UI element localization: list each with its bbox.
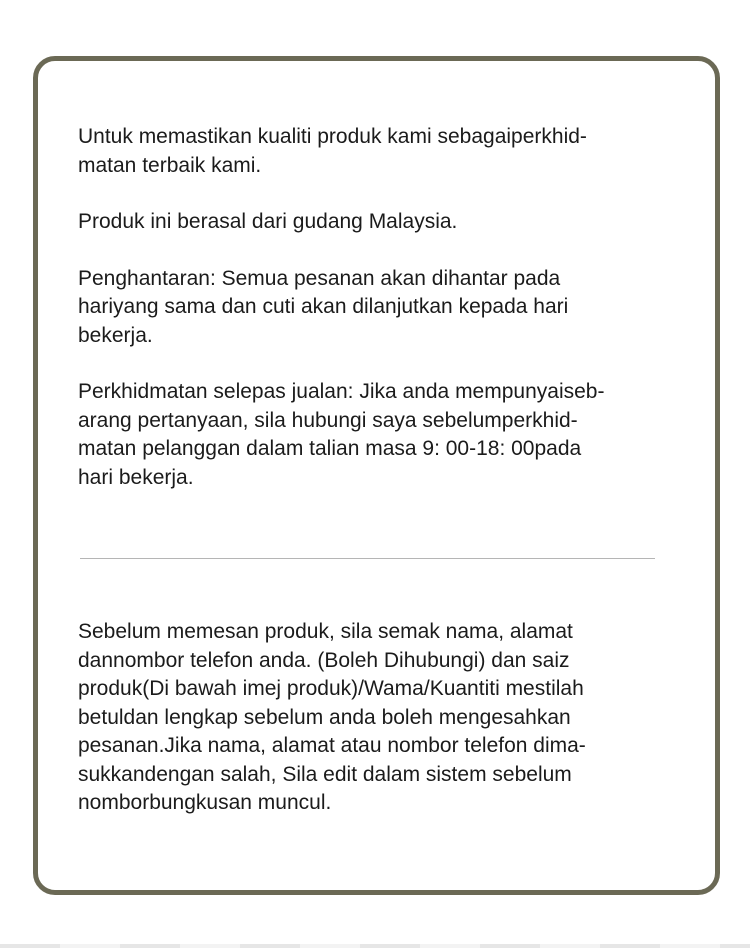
order-notice-paragraph: Sebelum memesan produk, sila semak nama, alamat dannombor telefon anda. (Boleh Dihubungi) dan saiz produk(Di bawah imej produk)/Wama/Kuantiti mestilah betuldan lengkap sebelum anda boleh mengesahkan pesanan.Jika nama, alamat atau nombor telefon dima- sukkandengan salah, Sila edit dalam sistem sebelum nomborbungkusan muncul. (78, 620, 586, 814)
origin-paragraph: Produk ini berasal dari gudang Malaysia. (78, 210, 458, 233)
info-card (33, 56, 720, 895)
section-divider (80, 558, 655, 559)
delivery-paragraph: Penghantaran: Semua pesanan akan dihantar pada hariyang sama dan cuti akan dilanjutkan kepada hari bekerja. (78, 266, 569, 347)
order-notice-section (78, 618, 678, 846)
bottom-edge-strip (0, 944, 750, 948)
store-info-section (78, 123, 678, 520)
quality-paragraph: Untuk memastikan kualiti produk kami sebagaiperkhid- matan terbaik kami. (78, 125, 587, 177)
after-sales-paragraph: Perkhidmatan selepas jualan: Jika anda mempunyaiseb- arang pertanyaan, sila hubungi saya sebelumperkhid- matan pelanggan dalam talian masa 9: 00-18: 00pada hari bekerja. (78, 380, 605, 489)
